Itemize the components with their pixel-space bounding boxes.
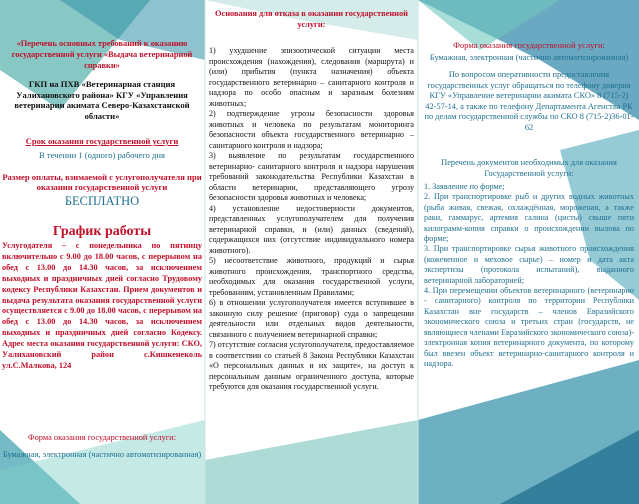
refusal-item: 3) выявление по результатам государственного ветеринарно- санитарного контроля и надзора нарушения требований законодательства Республики Казахстан в области ветеринарии, представляющего угрозу безопасности здоровья животных и человека; — [209, 151, 414, 202]
schedule-title: График работы — [52, 224, 152, 239]
organization-name: ГКП на ПХВ «Ветеринарная станция Уалихановского района» КГУ «Управления ветеринарии акимата Северо-Казахстанской области» — [14, 79, 190, 121]
contact-text: По вопросом оперативности предоставления государственных услуг обращаться по телефону доверия КГУ «Управление ветеринарии акимата СКО» 8 (715-2) 42-57-14, а также по телефону Департамента Агенства РК по делам государственной службы по СКО 8 (715-2)36-01-62 — [424, 70, 634, 132]
form-title-right: Форма оказания государственной услуги: — [453, 40, 605, 50]
docs-item: 1. Заявление по форме; — [424, 182, 505, 191]
leaflet-heading: «Перечень основных требований к оказанию государственной услуги «Выдача ветеринарной справки» — [11, 39, 193, 70]
docs-item: 3. При транспортировке сырья животного происхождения (кожевенное и меховое сырье) – номер и дата акта экспертизы (протокола испытаний), выданного ветеринарной лабораторией; — [424, 244, 634, 285]
right-panel — [418, 0, 639, 504]
docs-item: 2. При транспортировке рыб и других водных животных (рыба живая, свежая, охлаждённая, мороженая, а также раки, гаммарус, артемия салина (цисты) свыше пяти килограмм-копия справки о происхождении вылова по форме; — [424, 192, 634, 244]
fee-value: БЕСПЛАТНО — [64, 194, 140, 208]
term-text: В течении 1 (одного) рабочего дня — [39, 150, 165, 160]
refusal-item: 7) отсутствие согласия услугополучателя, предоставляемое в соответствии со статьей 8 Закона Республики Казахстан «О персональных данных и их защите», на доступ к персональным данным ограниченного доступа, которые требуются для оказания государственной услуги. — [209, 340, 414, 391]
docs-item: 4. При перемещении объектов ветеринарного (ветеринарно - санитарного) контроля по территории Республики Казахстан вне государств – членов Евразийского экономического союза и третьих стран (государств, не являющиеся членами Евразийского экономического союза)- электронная копия ветеринарного документа, по которому был ввезен объект ветеринарно-санитарного контроля и надзора. — [424, 286, 634, 368]
schedule-text: Услугодателя – с понедельника по пятницу включительно с 9.00 до 18.00 часов, с перерывом на обед с 13.00 до 14.30 часов, за исключением выходных и праздничных дней согласно Трудовому кодексу Республики Казахстан. Прием документов и выдача результата оказания государственной услуги осуществляется с 9.00 до 18.00 часов, с перерывом на обед с 13.00 до 14.30 часов, за исключением выходных и праздничных дней согласно Кодексу. Адрес места оказания государственной услуги: СКО, Уалихановский район с.Кишкенеколь ул.С.Малкова, 124 — [2, 241, 202, 370]
refusal-list — [209, 46, 414, 393]
refusal-item: 5) несоответствие животного, продукций и сырья животного происхождения, транспортного средства, необходимых для оказания государственной услуги, требованиям, установленным Правилами; — [209, 256, 414, 297]
form-title-left: Форма оказания государственной услуги: — [28, 433, 176, 442]
form-text-left: Бумажная, электронная (частично автоматизированная) — [2, 450, 202, 459]
docs-title: Перечень документов необходимых для оказания Государственной услуги: — [441, 158, 617, 178]
refusal-item: 2) подтверждение угрозы безопасности здоровья животных и человека по результатам мониторинга безопасности объекта государственного ветеринарно –санитарного контроля и надзора; — [209, 109, 414, 150]
refusal-item: 4) установление недостоверности документов, представленных услугополучателем для получения ветеринарной справки, и (или) данных (сведений), содержащихся них (отсутствие индивидуального номера животного). — [209, 203, 414, 255]
refusal-item: 1) ухудшение эпизоотической ситуации места происхождения (нахождения), следования (маршрута) и (или) прибытия (пункта назначения) объекта государственного ветеринарно – санитарного контроля и надзора по особо опасным и заразным болезням животных; — [209, 46, 414, 108]
middle-panel — [205, 0, 418, 504]
form-text-right: Бумажная, электронная (частично автоматизированная) — [429, 53, 629, 62]
fee-title: Размер оплаты, взимаемой с услугополучателя при оказании государственной услуги — [2, 172, 202, 192]
refusal-item: 6) в отношении услугополучателя имеется вступившее в законную силу решение (приговор) суда о запрещении деятельности или отдельных видов деятельности, связанного с получением ветеринарной справки; — [209, 298, 414, 339]
term-title: Срок оказания государственной услуги — [25, 136, 179, 146]
refusal-heading: Основания для отказа в оказании государственной услуги: — [215, 9, 408, 29]
docs-list — [424, 182, 634, 369]
left-panel — [0, 0, 205, 504]
